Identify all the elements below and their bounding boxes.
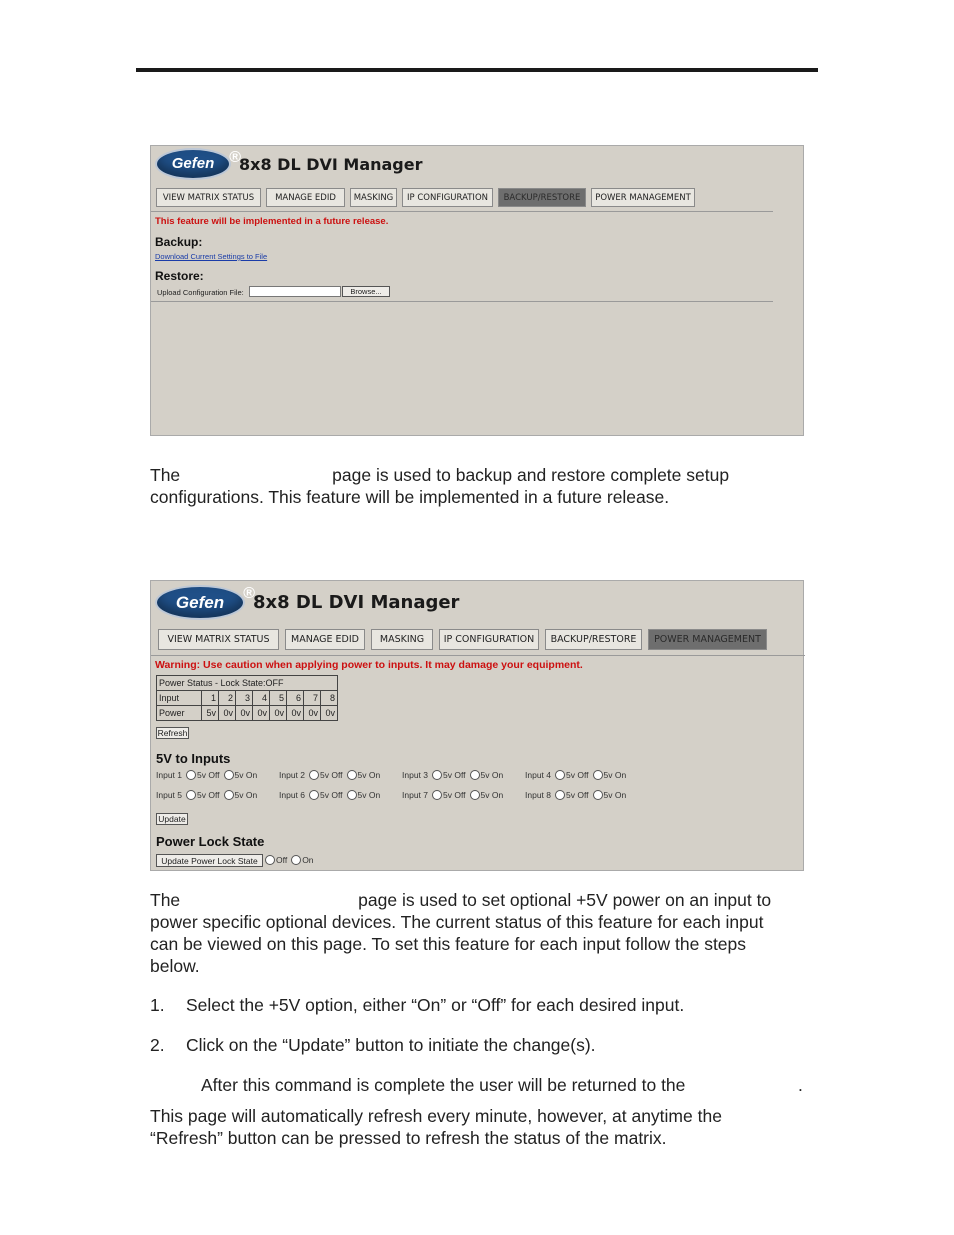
input-label: Input 1 — [156, 770, 182, 780]
refresh-button[interactable]: Refresh — [157, 728, 188, 738]
step-1-text: Select the +5V option, either “On” or “Off” for each desired input. — [186, 995, 685, 1015]
backup-desc-the: The — [150, 465, 181, 485]
browse-button[interactable]: Browse... — [342, 286, 390, 297]
power-value: 0v — [270, 706, 287, 721]
step-1-number: 1. — [150, 995, 165, 1015]
refresh-description-line1: This page will automatically refresh every minute, however, at anytime the — [150, 1106, 722, 1126]
tab-masking[interactable]: MASKING — [371, 629, 433, 650]
refresh-description — [150, 1105, 830, 1149]
download-settings-link[interactable]: Download Current Settings to File — [155, 252, 268, 261]
tab-view-matrix-status[interactable]: VIEW MATRIX STATUS — [158, 629, 279, 650]
power-value: 0v — [236, 706, 253, 721]
content-divider — [151, 301, 773, 302]
refresh-description-line2: “Refresh” button can be pressed to refresh the status of the matrix. — [150, 1128, 667, 1148]
note-line — [201, 1074, 821, 1096]
input-number: 4 — [253, 691, 270, 706]
upload-config-label: Upload Configuration File: — [157, 288, 244, 297]
header-divider — [151, 211, 773, 212]
power-value: 5v — [202, 706, 219, 721]
5v-off-radio[interactable] — [432, 770, 442, 780]
input-label: Input 8 — [525, 790, 551, 800]
radio-off-label: 5v Off — [443, 770, 466, 780]
tab-power-management[interactable]: POWER MANAGEMENT — [648, 629, 767, 650]
gefen-logo — [155, 148, 231, 180]
input-label: Input 6 — [279, 790, 305, 800]
5v-on-radio[interactable] — [593, 770, 603, 780]
input-row-label: Input — [157, 691, 202, 706]
backup-label: Backup: — [155, 235, 203, 249]
5v-radio-row-2 — [156, 790, 648, 800]
radio-off-label: 5v Off — [320, 790, 343, 800]
5v-off-radio[interactable] — [555, 770, 565, 780]
5v-off-radio[interactable] — [186, 770, 196, 780]
step-1 — [150, 994, 830, 1016]
radio-off-label: 5v Off — [566, 770, 589, 780]
tab-masking[interactable]: MASKING — [350, 188, 397, 207]
tab-ip-configuration[interactable]: IP CONFIGURATION — [439, 629, 539, 650]
step-2-text: Click on the “Update” button to initiate the change(s). — [186, 1035, 596, 1055]
note-text: After this command is complete the user will be returned to the — [201, 1075, 686, 1095]
tab-manage-edid[interactable]: MANAGE EDID — [285, 629, 365, 650]
radio-on-label: 5v On — [234, 770, 258, 780]
input-label: Input 3 — [402, 770, 428, 780]
input-row — [157, 691, 338, 706]
update-power-lock-button[interactable]: Update Power Lock State — [156, 854, 263, 867]
5v-on-radio[interactable] — [347, 770, 357, 780]
radio-on-label: 5v On — [357, 790, 381, 800]
tab-power-management[interactable]: POWER MANAGEMENT — [591, 188, 695, 207]
power-row — [157, 706, 338, 721]
radio-off-label: 5v Off — [320, 770, 343, 780]
input-number: 2 — [219, 691, 236, 706]
power-description-line2: power specific optional devices. The current status of this feature for each input — [150, 912, 764, 932]
backup-desc-line1-end: page is used to backup and restore complete setup — [332, 465, 730, 485]
input-number: 3 — [236, 691, 253, 706]
top-rule — [136, 68, 818, 72]
power-desc-line1-end: page is used to set optional +5V power on an input to — [358, 890, 772, 910]
logo-registered-mark: ® — [243, 585, 255, 602]
lock-off-radio[interactable] — [265, 855, 275, 865]
input-label: Input 4 — [525, 770, 551, 780]
radio-on-label: 5v On — [603, 770, 627, 780]
tab-backup-restore[interactable]: BACKUP/RESTORE — [498, 188, 586, 207]
radio-off-label: 5v Off — [566, 790, 589, 800]
tab-ip-configuration[interactable]: IP CONFIGURATION — [402, 188, 493, 207]
5v-on-radio[interactable] — [347, 790, 357, 800]
lock-on-label: On — [302, 855, 314, 865]
5v-off-radio[interactable] — [432, 790, 442, 800]
5v-to-inputs-heading: 5V to Inputs — [156, 751, 231, 766]
backup-description-line2: configurations. This feature will be implemented in a future release. — [150, 487, 670, 507]
radio-on-label: 5v On — [357, 770, 381, 780]
tab-manage-edid[interactable]: MANAGE EDID — [266, 188, 345, 207]
nav-tabs — [158, 629, 767, 650]
lock-on-radio[interactable] — [291, 855, 301, 865]
radio-on-label: 5v On — [603, 790, 627, 800]
power-row-label: Power — [157, 706, 202, 721]
update-button[interactable]: Update — [156, 813, 188, 825]
upload-file-field[interactable] — [249, 286, 341, 297]
logo-text: Gefen — [171, 155, 215, 172]
logo-text: Gefen — [175, 593, 225, 612]
5v-on-radio[interactable] — [224, 790, 234, 800]
power-desc-the: The — [150, 890, 181, 910]
radio-on-label: 5v On — [234, 790, 258, 800]
power-status-header: Power Status - Lock State:OFF — [157, 676, 338, 691]
lock-off-label: Off — [276, 855, 288, 865]
power-management-screenshot — [150, 580, 804, 871]
power-description-line4: below. — [150, 956, 200, 976]
5v-on-radio[interactable] — [593, 790, 603, 800]
restore-label: Restore: — [155, 269, 204, 283]
future-release-notice: This feature will be implemented in a future release. — [155, 216, 389, 227]
header-divider — [151, 655, 805, 656]
input-label: Input 2 — [279, 770, 305, 780]
input-number: 6 — [287, 691, 304, 706]
radio-off-label: 5v Off — [197, 770, 220, 780]
power-value: 0v — [287, 706, 304, 721]
radio-on-label: 5v On — [480, 770, 504, 780]
radio-on-label: 5v On — [480, 790, 504, 800]
5v-off-radio[interactable] — [309, 790, 319, 800]
lock-state-radios — [261, 855, 314, 865]
power-value: 0v — [321, 706, 338, 721]
tab-backup-restore[interactable]: BACKUP/RESTORE — [545, 629, 642, 650]
5v-on-radio[interactable] — [470, 790, 480, 800]
radio-off-label: 5v Off — [443, 790, 466, 800]
power-description-line3: can be viewed on this page. To set this feature for each input follow the steps — [150, 934, 747, 954]
input-number: 8 — [321, 691, 338, 706]
gefen-logo — [155, 585, 245, 620]
note-end: . — [798, 1075, 803, 1095]
power-value: 0v — [253, 706, 270, 721]
input-number: 5 — [270, 691, 287, 706]
input-number: 7 — [304, 691, 321, 706]
power-description-line1 — [150, 889, 830, 911]
5v-radio-row-1 — [156, 770, 648, 780]
radio-off-label: 5v Off — [197, 790, 220, 800]
5v-on-radio[interactable] — [224, 770, 234, 780]
app-title: 8x8 DL DVI Manager — [253, 592, 460, 613]
input-label: Input 7 — [402, 790, 428, 800]
5v-off-radio[interactable] — [309, 770, 319, 780]
nav-tabs — [156, 188, 695, 207]
power-value: 0v — [219, 706, 236, 721]
power-status-table — [156, 675, 338, 721]
step-2-number: 2. — [150, 1035, 165, 1055]
input-number: 1 — [202, 691, 219, 706]
app-title: 8x8 DL DVI Manager — [239, 155, 423, 174]
power-warning: Warning: Use caution when applying power to inputs. It may damage your equipment. — [155, 659, 583, 671]
step-2 — [150, 1034, 830, 1056]
power-lock-heading: Power Lock State — [156, 834, 265, 849]
5v-off-radio[interactable] — [555, 790, 565, 800]
backup-description — [150, 464, 820, 508]
power-value: 0v — [304, 706, 321, 721]
5v-on-radio[interactable] — [470, 770, 480, 780]
input-label: Input 5 — [156, 790, 182, 800]
power-description — [150, 889, 830, 977]
backup-description-line1 — [150, 464, 820, 486]
backup-restore-screenshot — [150, 145, 804, 436]
tab-view-matrix-status[interactable]: VIEW MATRIX STATUS — [156, 188, 261, 207]
5v-off-radio[interactable] — [186, 790, 196, 800]
logo-registered-mark: ® — [229, 149, 241, 166]
